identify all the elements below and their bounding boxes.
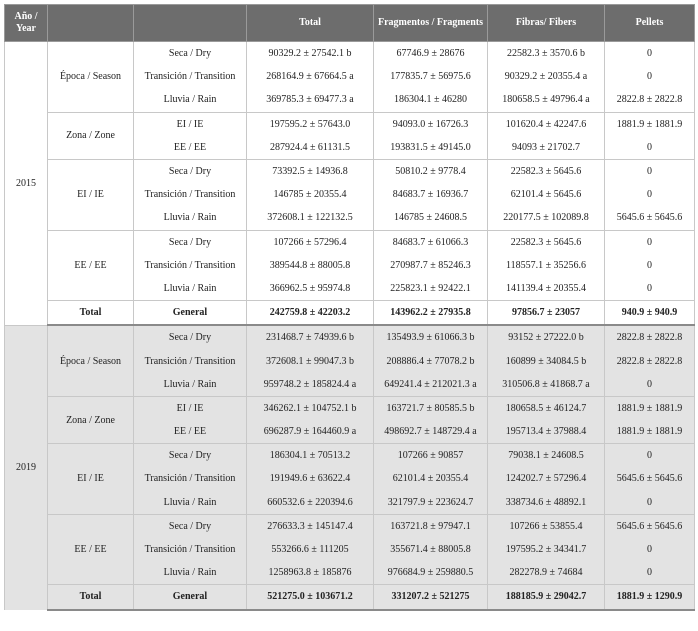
sub-label: Transición / Transition — [134, 467, 247, 490]
fragments-cell: 225823.1 ± 92422.1 — [374, 277, 488, 301]
fragments-cell: 84683.7 ± 16936.7 — [374, 183, 488, 206]
sub-label: General — [134, 585, 247, 610]
table-row — [5, 42, 695, 66]
total-cell: 146785 ± 20355.4 — [247, 183, 374, 206]
pellets-cell: 2822.8 ± 2822.8 — [605, 349, 695, 372]
fibers-cell: 141139.4 ± 20355.4 — [488, 277, 605, 301]
fragments-cell: 649241.4 ± 212021.3 a — [374, 373, 488, 397]
group-label: EI / IE — [48, 159, 134, 230]
fragments-cell: 193831.5 ± 49145.0 — [374, 136, 488, 160]
pellets-cell: 0 — [605, 561, 695, 585]
total-cell: 73392.5 ± 14936.8 — [247, 159, 374, 183]
group-label: Zona / Zone — [48, 396, 134, 443]
total-cell: 276633.3 ± 145147.4 — [247, 514, 374, 538]
table-row — [5, 514, 695, 538]
header-blank-2 — [134, 5, 247, 42]
fragments-cell: 135493.9 ± 61066.3 b — [374, 325, 488, 349]
pellets-cell: 0 — [605, 373, 695, 397]
sub-label: Seca / Dry — [134, 42, 247, 66]
fibers-cell: 124202.7 ± 57296.4 — [488, 467, 605, 490]
fibers-cell: 338734.6 ± 48892.1 — [488, 491, 605, 515]
pellets-cell: 0 — [605, 230, 695, 254]
fragments-cell: 146785 ± 24608.5 — [374, 206, 488, 230]
fibers-cell: 310506.8 ± 41868.7 a — [488, 373, 605, 397]
total-row — [5, 585, 695, 610]
group-label: Época / Season — [48, 325, 134, 396]
results-table — [4, 4, 695, 611]
total-cell: 242759.8 ± 42203.2 — [247, 301, 374, 326]
total-cell: 346262.1 ± 104752.1 b — [247, 396, 374, 420]
pellets-cell: 0 — [605, 491, 695, 515]
pellets-cell: 1881.9 ± 1881.9 — [605, 420, 695, 444]
fragments-cell: 270987.7 ± 85246.3 — [374, 254, 488, 277]
total-cell: 287924.4 ± 61131.5 — [247, 136, 374, 160]
fibers-cell: 220177.5 ± 102089.8 — [488, 206, 605, 230]
table-row — [5, 112, 695, 136]
table-row — [5, 444, 695, 468]
fibers-cell: 118557.1 ± 35256.6 — [488, 254, 605, 277]
total-cell: 107266 ± 57296.4 — [247, 230, 374, 254]
sub-label: Seca / Dry — [134, 444, 247, 468]
sub-label: Transición / Transition — [134, 254, 247, 277]
fibers-cell: 93152 ± 27222.0 b — [488, 325, 605, 349]
total-cell: 660532.6 ± 220394.6 — [247, 491, 374, 515]
fragments-cell: 143962.2 ± 27935.8 — [374, 301, 488, 326]
fragments-cell: 50810.2 ± 9778.4 — [374, 159, 488, 183]
pellets-cell: 0 — [605, 42, 695, 66]
total-cell: 696287.9 ± 164460.9 a — [247, 420, 374, 444]
fragments-cell: 331207.2 ± 521275 — [374, 585, 488, 610]
sub-label: Seca / Dry — [134, 159, 247, 183]
fragments-cell: 186304.1 ± 46280 — [374, 88, 488, 112]
pellets-cell: 0 — [605, 136, 695, 160]
header-total: Total — [247, 5, 374, 42]
pellets-cell: 0 — [605, 254, 695, 277]
total-cell: 366962.5 ± 95974.8 — [247, 277, 374, 301]
total-cell: 231468.7 ± 74939.6 b — [247, 325, 374, 349]
sub-label: General — [134, 301, 247, 326]
sub-label: Transición / Transition — [134, 538, 247, 561]
total-cell: 1258963.8 ± 185876 — [247, 561, 374, 585]
pellets-cell: 0 — [605, 277, 695, 301]
sub-label: Lluvia / Rain — [134, 206, 247, 230]
pellets-cell: 940.9 ± 940.9 — [605, 301, 695, 326]
group-label: Época / Season — [48, 42, 134, 113]
fibers-cell: 282278.9 ± 74684 — [488, 561, 605, 585]
pellets-cell: 0 — [605, 65, 695, 88]
fibers-cell: 94093 ± 21702.7 — [488, 136, 605, 160]
fibers-cell: 90329.2 ± 20355.4 a — [488, 65, 605, 88]
sub-label: EE / EE — [134, 420, 247, 444]
fibers-cell: 62101.4 ± 5645.6 — [488, 183, 605, 206]
fibers-cell: 197595.2 ± 34341.7 — [488, 538, 605, 561]
pellets-cell: 5645.6 ± 5645.6 — [605, 514, 695, 538]
fibers-cell: 195713.4 ± 37988.4 — [488, 420, 605, 444]
total-cell: 90329.2 ± 27542.1 b — [247, 42, 374, 66]
total-cell: 186304.1 ± 70513.2 — [247, 444, 374, 468]
sub-label: Lluvia / Rain — [134, 491, 247, 515]
sub-label: EI / IE — [134, 112, 247, 136]
sub-label: Seca / Dry — [134, 514, 247, 538]
pellets-cell: 5645.6 ± 5645.6 — [605, 206, 695, 230]
fibers-cell: 180658.5 ± 46124.7 — [488, 396, 605, 420]
fragments-cell: 94093.0 ± 16726.3 — [374, 112, 488, 136]
sub-label: Seca / Dry — [134, 230, 247, 254]
pellets-cell: 1881.9 ± 1881.9 — [605, 396, 695, 420]
table-row — [5, 159, 695, 183]
total-cell: 197595.2 ± 57643.0 — [247, 112, 374, 136]
group-label: EE / EE — [48, 230, 134, 301]
fibers-cell: 79038.1 ± 24608.5 — [488, 444, 605, 468]
total-cell: 389544.8 ± 88005.8 — [247, 254, 374, 277]
sub-label: Transición / Transition — [134, 349, 247, 372]
total-cell: 268164.9 ± 67664.5 a — [247, 65, 374, 88]
fragments-cell: 62101.4 ± 20355.4 — [374, 467, 488, 490]
pellets-cell: 1881.9 ± 1881.9 — [605, 112, 695, 136]
fragments-cell: 84683.7 ± 61066.3 — [374, 230, 488, 254]
total-cell: 553266.6 ± 111205 — [247, 538, 374, 561]
sub-label: Transición / Transition — [134, 65, 247, 88]
header-blank-1 — [48, 5, 134, 42]
pellets-cell: 0 — [605, 183, 695, 206]
fibers-cell: 188185.9 ± 29042.7 — [488, 585, 605, 610]
fibers-cell: 97856.7 ± 23057 — [488, 301, 605, 326]
total-label: Total — [48, 301, 134, 326]
sub-label: EE / EE — [134, 136, 247, 160]
sub-label: Lluvia / Rain — [134, 277, 247, 301]
fragments-cell: 498692.7 ± 148729.4 a — [374, 420, 488, 444]
pellets-cell: 0 — [605, 444, 695, 468]
group-label: EE / EE — [48, 514, 134, 585]
pellets-cell: 0 — [605, 159, 695, 183]
sub-label: EI / IE — [134, 396, 247, 420]
fibers-cell: 22582.3 ± 3570.6 b — [488, 42, 605, 66]
total-cell: 521275.0 ± 103671.2 — [247, 585, 374, 610]
sub-label: Seca / Dry — [134, 325, 247, 349]
fragments-cell: 67746.9 ± 28676 — [374, 42, 488, 66]
year-2019-group — [5, 325, 695, 609]
total-cell: 369785.3 ± 69477.3 a — [247, 88, 374, 112]
fragments-cell: 107266 ± 90857 — [374, 444, 488, 468]
year-2015-group — [5, 42, 695, 326]
pellets-cell: 0 — [605, 538, 695, 561]
group-label: EI / IE — [48, 444, 134, 515]
pellets-cell: 2822.8 ± 2822.8 — [605, 325, 695, 349]
total-cell: 372608.1 ± 99047.3 b — [247, 349, 374, 372]
header-year: Año / Year — [5, 5, 48, 42]
fibers-cell: 180658.5 ± 49796.4 a — [488, 88, 605, 112]
total-cell: 372608.1 ± 122132.5 — [247, 206, 374, 230]
group-label: Zona / Zone — [48, 112, 134, 159]
sub-label: Lluvia / Rain — [134, 373, 247, 397]
pellets-cell: 5645.6 ± 5645.6 — [605, 467, 695, 490]
fibers-cell: 22582.3 ± 5645.6 — [488, 230, 605, 254]
fragments-cell: 976684.9 ± 259880.5 — [374, 561, 488, 585]
fragments-cell: 163721.8 ± 97947.1 — [374, 514, 488, 538]
fibers-cell: 160899 ± 34084.5 b — [488, 349, 605, 372]
fibers-cell: 107266 ± 53855.4 — [488, 514, 605, 538]
table-row — [5, 325, 695, 349]
fragments-cell: 355671.4 ± 88005.8 — [374, 538, 488, 561]
fragments-cell: 177835.7 ± 56975.6 — [374, 65, 488, 88]
header-fibers: Fibras/ Fibers — [488, 5, 605, 42]
header-fragments: Fragmentos / Fragments — [374, 5, 488, 42]
sub-label: Lluvia / Rain — [134, 561, 247, 585]
header-pellets: Pellets — [605, 5, 695, 42]
fibers-cell: 22582.3 ± 5645.6 — [488, 159, 605, 183]
total-row — [5, 301, 695, 326]
fragments-cell: 321797.9 ± 223624.7 — [374, 491, 488, 515]
header-row — [5, 5, 695, 42]
total-cell: 191949.6 ± 63622.4 — [247, 467, 374, 490]
table-row — [5, 230, 695, 254]
pellets-cell: 2822.8 ± 2822.8 — [605, 88, 695, 112]
year-cell: 2015 — [5, 42, 48, 326]
sub-label: Lluvia / Rain — [134, 88, 247, 112]
fragments-cell: 208886.4 ± 77078.2 b — [374, 349, 488, 372]
year-cell: 2019 — [5, 325, 48, 609]
sub-label: Transición / Transition — [134, 183, 247, 206]
table-row — [5, 396, 695, 420]
pellets-cell: 1881.9 ± 1290.9 — [605, 585, 695, 610]
fragments-cell: 163721.7 ± 80585.5 b — [374, 396, 488, 420]
total-cell: 959748.2 ± 185824.4 a — [247, 373, 374, 397]
total-label: Total — [48, 585, 134, 610]
fibers-cell: 101620.4 ± 42247.6 — [488, 112, 605, 136]
